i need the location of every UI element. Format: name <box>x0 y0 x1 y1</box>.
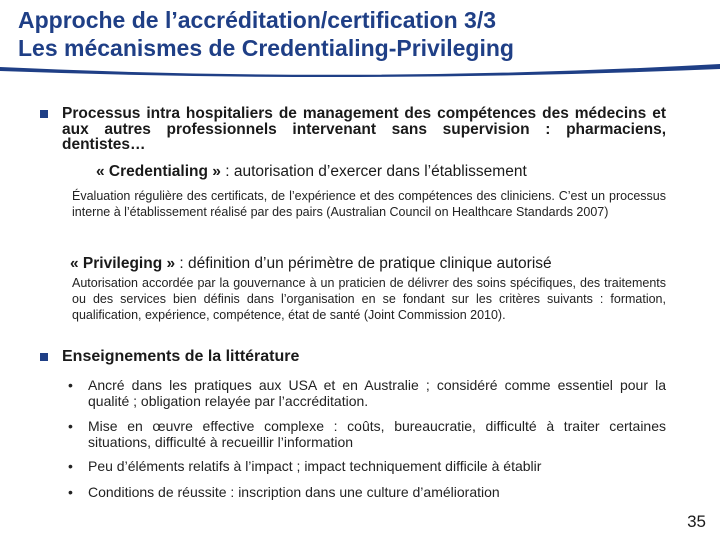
list-bullet: • <box>68 418 73 434</box>
credentialing-definition: : autorisation d’exercer dans l’établissement <box>220 163 527 180</box>
page-number: 35 <box>687 512 706 531</box>
slide-title <box>18 6 708 62</box>
credentialing-detail: Évaluation régulière des certificats, de l’expérience et des compétences des cliniciens. C’est un processus interne à l’établissement réalisé par des pairs (Australian Council on Healthcare Standards 2007) <box>72 189 666 219</box>
list-bullet: • <box>68 377 73 393</box>
list-bullet: • <box>68 458 73 474</box>
title-line-2: Les mécanismes de Credentialing-Privileging <box>18 35 514 61</box>
credentialing-term: « Credentialing » <box>96 163 221 180</box>
privileging-heading <box>70 255 552 273</box>
privileging-term: « Privileging » <box>70 255 176 272</box>
section1-text: Processus intra hospitaliers de management des compétences des médecins et aux autres professionnels intervenant sans supervision : pharmaciens, dentistes… <box>62 105 666 153</box>
list-item-text: Mise en œuvre effective complexe : coûts, bureaucratie, difficulté à traiter certaines situations, difficulté à recueillir l’information <box>88 418 666 450</box>
credentialing-heading <box>96 163 527 181</box>
title-line-1: Approche de l’accréditation/certification 3/3 <box>18 7 497 33</box>
section2-bullet <box>40 353 48 361</box>
section1-bullet <box>40 110 48 118</box>
list-item-text: Ancré dans les pratiques aux USA et en Australie ; considéré comme essentiel pour la qualité ; obligation relayée par l’accréditation. <box>88 377 666 409</box>
title-underline-swoosh <box>0 62 720 84</box>
privileging-definition: : définition d’un périmètre de pratique clinique autorisé <box>175 255 552 272</box>
section2-heading: Enseignements de la littérature <box>62 348 300 365</box>
list-bullet: • <box>68 484 73 500</box>
privileging-detail: Autorisation accordée par la gouvernance à un praticien de délivrer des soins spécifiques, des traitements ou des services bien définis dans l’organisation en se fondant sur les critères suivants : formation, qualification, expérience, compétence, état de santé (Joint Commission 2010). <box>72 276 666 322</box>
list-item-text: Peu d’éléments relatifs à l’impact ; impact techniquement difficile à établir <box>88 458 542 474</box>
list-item-text: Conditions de réussite : inscription dans une culture d’amélioration <box>88 484 500 500</box>
